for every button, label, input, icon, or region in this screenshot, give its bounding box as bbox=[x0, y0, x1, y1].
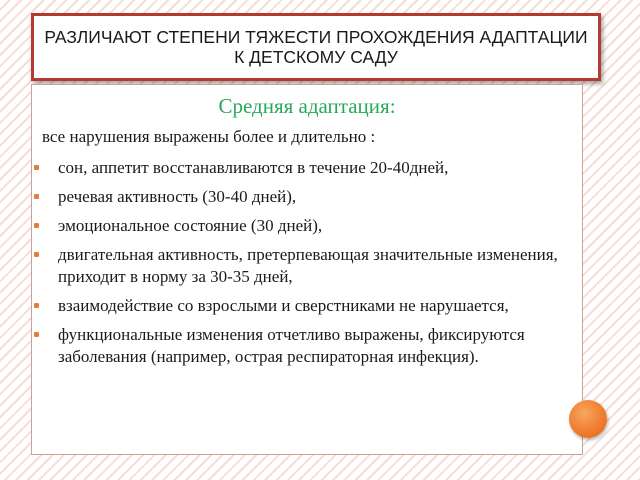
bullet-icon bbox=[34, 194, 39, 199]
bullet-icon bbox=[34, 165, 39, 170]
list-item bbox=[32, 295, 572, 317]
list-item bbox=[32, 324, 572, 368]
list-item bbox=[32, 244, 572, 288]
list-item-text: функциональные изменения отчетливо выражены, фиксируются заболевания (например, острая респираторная инфекция). bbox=[58, 325, 525, 366]
decorative-circle-icon bbox=[569, 400, 607, 438]
list-item bbox=[32, 186, 572, 208]
list-item bbox=[32, 215, 572, 237]
bullet-icon bbox=[34, 332, 39, 337]
title-box bbox=[31, 13, 601, 81]
slide-title: РАЗЛИЧАЮТ СТЕПЕНИ ТЯЖЕСТИ ПРОХОЖДЕНИЯ АДАПТАЦИИ К ДЕТСКОМУ САДУ bbox=[44, 27, 588, 67]
list-item-text: сон, аппетит восстанавливаются в течение 20-40дней, bbox=[58, 158, 449, 177]
bullet-list bbox=[32, 157, 572, 375]
bullet-icon bbox=[34, 223, 39, 228]
list-item-text: речевая активность (30-40 дней), bbox=[58, 187, 297, 206]
slide-subtitle: Средняя адаптация: bbox=[218, 94, 396, 118]
list-item-text: двигательная активность, претерпевающая значительные изменения, приходит в норму за 30-35 дней, bbox=[58, 245, 558, 286]
list-item-text: эмоциональное состояние (30 дней), bbox=[58, 216, 323, 235]
list-item-text: взаимодействие со взрослыми и сверстниками не нарушается, bbox=[58, 296, 509, 315]
list-item bbox=[32, 157, 572, 179]
bullet-icon bbox=[34, 303, 39, 308]
bullet-icon bbox=[34, 252, 39, 257]
content-box bbox=[31, 84, 583, 455]
intro-text: все нарушения выражены более и длительно : bbox=[42, 127, 376, 146]
